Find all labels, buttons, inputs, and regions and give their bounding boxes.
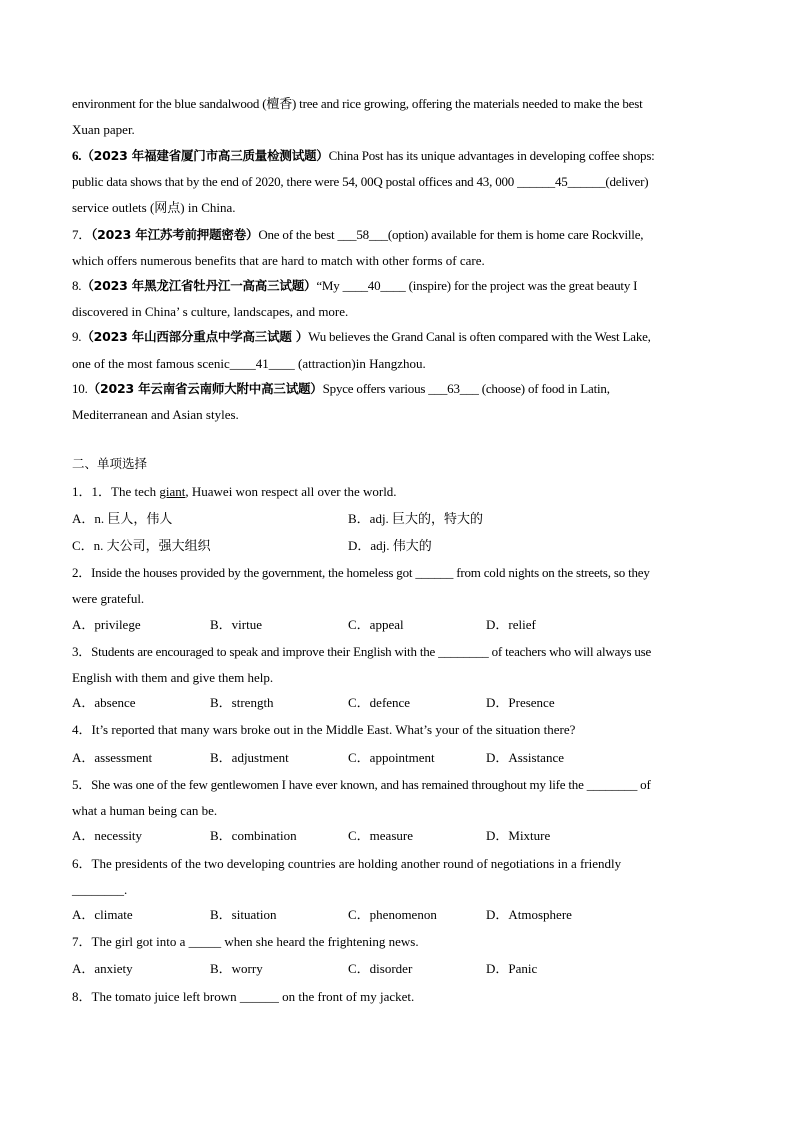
option-d[interactable]: D．Mixture (486, 828, 551, 843)
option-c[interactable]: C．n. 大公司，强大组织 (72, 538, 211, 553)
option-b[interactable]: B．adj. 巨大的，特大的 (348, 511, 484, 526)
option-b[interactable]: B．strength (210, 695, 274, 710)
option-d[interactable]: D．relief (486, 617, 536, 632)
underlined-word: giant (159, 484, 186, 499)
option-d[interactable]: D．Panic (486, 961, 538, 976)
fill-question-9 (72, 328, 651, 346)
question-text: China Post has its unique advantages in developing coffee shops: (328, 148, 655, 163)
option-b[interactable]: B．combination (210, 828, 297, 843)
question-text: (option) available for them is home care Rockville, (387, 227, 644, 242)
mc-question-6-stem: 6．The presidents of the two developing countries are holding another round of negotiations in a friendly (72, 856, 622, 871)
fill-question-9-line-2 (72, 355, 426, 373)
question-text: Wu believes the Grand Canal is often compared with the West Lake, (308, 329, 651, 344)
answer-blank[interactable]: ____40____ (342, 278, 406, 293)
question-text: (inspire) for the project was the great beauty I (405, 278, 638, 293)
mc-question-5-stem-line-2: what a human being can be. (72, 803, 218, 818)
answer-blank[interactable]: ___58___ (337, 227, 388, 242)
option-d[interactable]: D．adj. 伟大的 (348, 538, 432, 553)
question-source: （2023 年山西部分重点中学高三试题 ） (81, 329, 309, 344)
mc-question-5-stem: 5．She was one of the few gentlewomen I have ever known, and has remained throughout my life the ________ of (72, 777, 651, 792)
option-a[interactable]: A．climate (72, 907, 133, 922)
option-c[interactable]: C．phenomenon (348, 907, 437, 922)
fill-question-8-line-2: discovered in China’ s culture, landscapes, and more. (72, 304, 349, 319)
passage-tail-line-1: environment for the blue sandalwood (檀香) tree and rice growing, offering the materials needed to make the best (72, 96, 643, 111)
mc-question-4-stem: 4．It’s reported that many wars broke out in the Middle East. What’s your of the situation there? (72, 722, 576, 737)
option-d[interactable]: D．Presence (486, 695, 555, 710)
question-source: （2023 年黑龙江省牡丹江一高高三试题） (81, 278, 317, 293)
fill-question-8 (72, 277, 637, 295)
option-d[interactable]: D．Atmosphere (486, 907, 572, 922)
question-number: 10. (72, 381, 88, 396)
mc-question-6-stem-line-2: ________. (72, 882, 128, 897)
mc-question-7-stem: 7．The girl got into a _____ when she heard the frightening news. (72, 934, 419, 949)
question-text: Spyce offers various (322, 381, 429, 396)
answer-blank[interactable]: ___63___ (428, 381, 479, 396)
question-text: (attraction)in Hangzhou. (294, 356, 426, 371)
fill-question-10 (72, 380, 610, 398)
option-b[interactable]: B．adjustment (210, 750, 289, 765)
option-b[interactable]: B．virtue (210, 617, 262, 632)
fill-question-10-line-2: Mediterranean and Asian styles. (72, 407, 239, 422)
option-c[interactable]: C．disorder (348, 961, 413, 976)
fill-question-7 (72, 226, 643, 244)
question-text: public data shows that by the end of 2020, there were 54, 00Q postal offices and 43, 000 (72, 174, 518, 189)
question-number: 9. (72, 329, 82, 344)
question-source: （2023 年江苏考前押题密卷） (91, 227, 259, 242)
option-c[interactable]: C．measure (348, 828, 413, 843)
option-b[interactable]: B．worry (210, 961, 263, 976)
mc-question-2-stem: 2．Inside the houses provided by the government, the homeless got ______ from cold nights on the streets, so they (72, 565, 650, 580)
option-a[interactable]: A．anxiety (72, 961, 133, 976)
answer-blank[interactable]: ______45______ (517, 174, 606, 189)
mc-question-2-stem-line-2: were grateful. (72, 591, 145, 606)
option-a[interactable]: A．assessment (72, 750, 153, 765)
fill-question-7-line-2: which offers numerous benefits that are hard to match with other forms of care. (72, 253, 485, 268)
passage-tail-line-2: Xuan paper. (72, 122, 135, 137)
question-text: (deliver) (605, 174, 649, 189)
option-a[interactable]: A．absence (72, 695, 136, 710)
question-text: , Huawei won respect all over the world. (185, 484, 397, 499)
question-text: “My (316, 278, 343, 293)
option-d[interactable]: D．Assistance (486, 750, 564, 765)
question-text: 1．1．The tech (72, 484, 160, 499)
option-a[interactable]: A．privilege (72, 617, 141, 632)
mc-question-8-stem: 8．The tomato juice left brown ______ on the front of my jacket. (72, 989, 415, 1004)
fill-question-6-line-3: service outlets (网点) in China. (72, 200, 236, 215)
question-number: 8. (72, 278, 82, 293)
question-source: （2023 年云南省云南师大附中高三试题） (87, 381, 323, 396)
mc-question-1-stem (72, 483, 397, 501)
question-number: 7． (72, 227, 92, 242)
option-c[interactable]: C．appeal (348, 617, 404, 632)
option-c[interactable]: C．defence (348, 695, 411, 710)
question-source: （2023 年福建省厦门市高三质量检测试题） (81, 148, 329, 163)
section-heading: 二、单项选择 (72, 456, 148, 471)
option-b[interactable]: B．situation (210, 907, 277, 922)
question-text: One of the best (258, 227, 338, 242)
mc-question-3-stem-line-2: English with them and give them help. (72, 670, 274, 685)
question-number: 6. (72, 148, 82, 163)
mc-question-3-stem: 3．Students are encouraged to speak and improve their English with the ________ of teachers who will always use (72, 644, 652, 659)
option-a[interactable]: A．n. 巨人，伟人 (72, 511, 173, 526)
question-text: one of the most famous scenic (72, 356, 230, 371)
fill-question-6-line-2 (72, 173, 648, 191)
question-text: (choose) of food in Latin, (478, 381, 610, 396)
fill-question-6 (72, 147, 655, 165)
option-c[interactable]: C．appointment (348, 750, 435, 765)
answer-blank[interactable]: ____41____ (229, 356, 295, 371)
option-a[interactable]: A．necessity (72, 828, 143, 843)
